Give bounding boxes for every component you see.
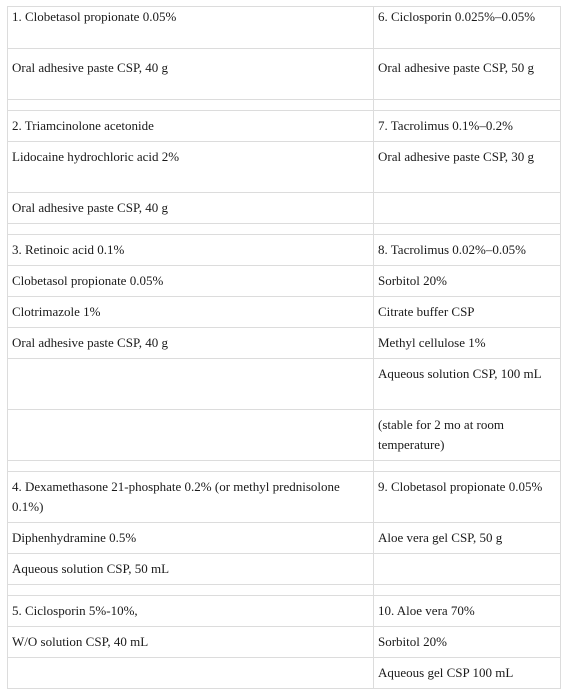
table-cell-right: Methyl cellulose 1% xyxy=(374,328,561,359)
table-row xyxy=(8,328,561,359)
table-cell-right xyxy=(374,461,561,472)
table-cell-left: Lidocaine hydrochloric acid 2% xyxy=(8,142,374,193)
table-row xyxy=(8,627,561,658)
table-cell-left xyxy=(8,585,374,596)
table-cell-left: Oral adhesive paste CSP, 40 g xyxy=(8,328,374,359)
table-row xyxy=(8,142,561,193)
table-cell-left xyxy=(8,359,374,410)
table-row xyxy=(8,472,561,523)
table-cell-right: Aloe vera gel CSP, 50 g xyxy=(374,523,561,554)
table-cell-right: Oral adhesive paste CSP, 30 g xyxy=(374,142,561,193)
table-cell-left: 1. Clobetasol propionate 0.05% xyxy=(8,7,374,49)
table-spacer-row xyxy=(8,100,561,111)
table-cell-left: Clotrimazole 1% xyxy=(8,297,374,328)
table-cell-right: Aqueous solution CSP, 100 mL xyxy=(374,359,561,410)
table-cell-left xyxy=(8,224,374,235)
table-spacer-row xyxy=(8,224,561,235)
table-row xyxy=(8,658,561,689)
table-row xyxy=(8,596,561,627)
table-row xyxy=(8,111,561,142)
table-cell-right: Sorbitol 20% xyxy=(374,627,561,658)
table-row xyxy=(8,49,561,100)
table-row xyxy=(8,297,561,328)
table-cell-right: (stable for 2 mo at room temperature) xyxy=(374,410,561,461)
table-spacer-row xyxy=(8,585,561,596)
table-cell-left xyxy=(8,410,374,461)
table-row xyxy=(8,523,561,554)
table-row xyxy=(8,359,561,410)
table-cell-right xyxy=(374,100,561,111)
table-row xyxy=(8,235,561,266)
table-cell-left: Oral adhesive paste CSP, 40 g xyxy=(8,193,374,224)
table-row xyxy=(8,410,561,461)
table-cell-right xyxy=(374,554,561,585)
table-cell-left xyxy=(8,461,374,472)
table-cell-right: 8. Tacrolimus 0.02%–0.05% xyxy=(374,235,561,266)
table-row xyxy=(8,554,561,585)
table-cell-right xyxy=(374,224,561,235)
formulation-table xyxy=(7,6,561,689)
table-cell-left: Aqueous solution CSP, 50 mL xyxy=(8,554,374,585)
table-cell-left: W/O solution CSP, 40 mL xyxy=(8,627,374,658)
table-cell-left: 5. Ciclosporin 5%-10%, xyxy=(8,596,374,627)
table-cell-left xyxy=(8,658,374,689)
table-cell-left: 4. Dexamethasone 21-phosphate 0.2% (or methyl prednisolone 0.1%) xyxy=(8,472,374,523)
table-cell-left xyxy=(8,100,374,111)
table-cell-right: Aqueous gel CSP 100 mL xyxy=(374,658,561,689)
table-cell-right: Sorbitol 20% xyxy=(374,266,561,297)
table-cell-left: Oral adhesive paste CSP, 40 g xyxy=(8,49,374,100)
table-cell-right xyxy=(374,193,561,224)
table-row xyxy=(8,266,561,297)
table-cell-right: Citrate buffer CSP xyxy=(374,297,561,328)
table-cell-right: Oral adhesive paste CSP, 50 g xyxy=(374,49,561,100)
table-cell-left: Diphenhydramine 0.5% xyxy=(8,523,374,554)
table-cell-left: Clobetasol propionate 0.05% xyxy=(8,266,374,297)
table-row xyxy=(8,7,561,49)
table-spacer-row xyxy=(8,461,561,472)
table-cell-right: 7. Tacrolimus 0.1%–0.2% xyxy=(374,111,561,142)
table-row xyxy=(8,193,561,224)
table-cell-left: 3. Retinoic acid 0.1% xyxy=(8,235,374,266)
table-cell-right xyxy=(374,585,561,596)
table-cell-right: 10. Aloe vera 70% xyxy=(374,596,561,627)
table-cell-left: 2. Triamcinolone acetonide xyxy=(8,111,374,142)
table-cell-right: 9. Clobetasol propionate 0.05% xyxy=(374,472,561,523)
table-cell-right: 6. Ciclosporin 0.025%–0.05% xyxy=(374,7,561,49)
